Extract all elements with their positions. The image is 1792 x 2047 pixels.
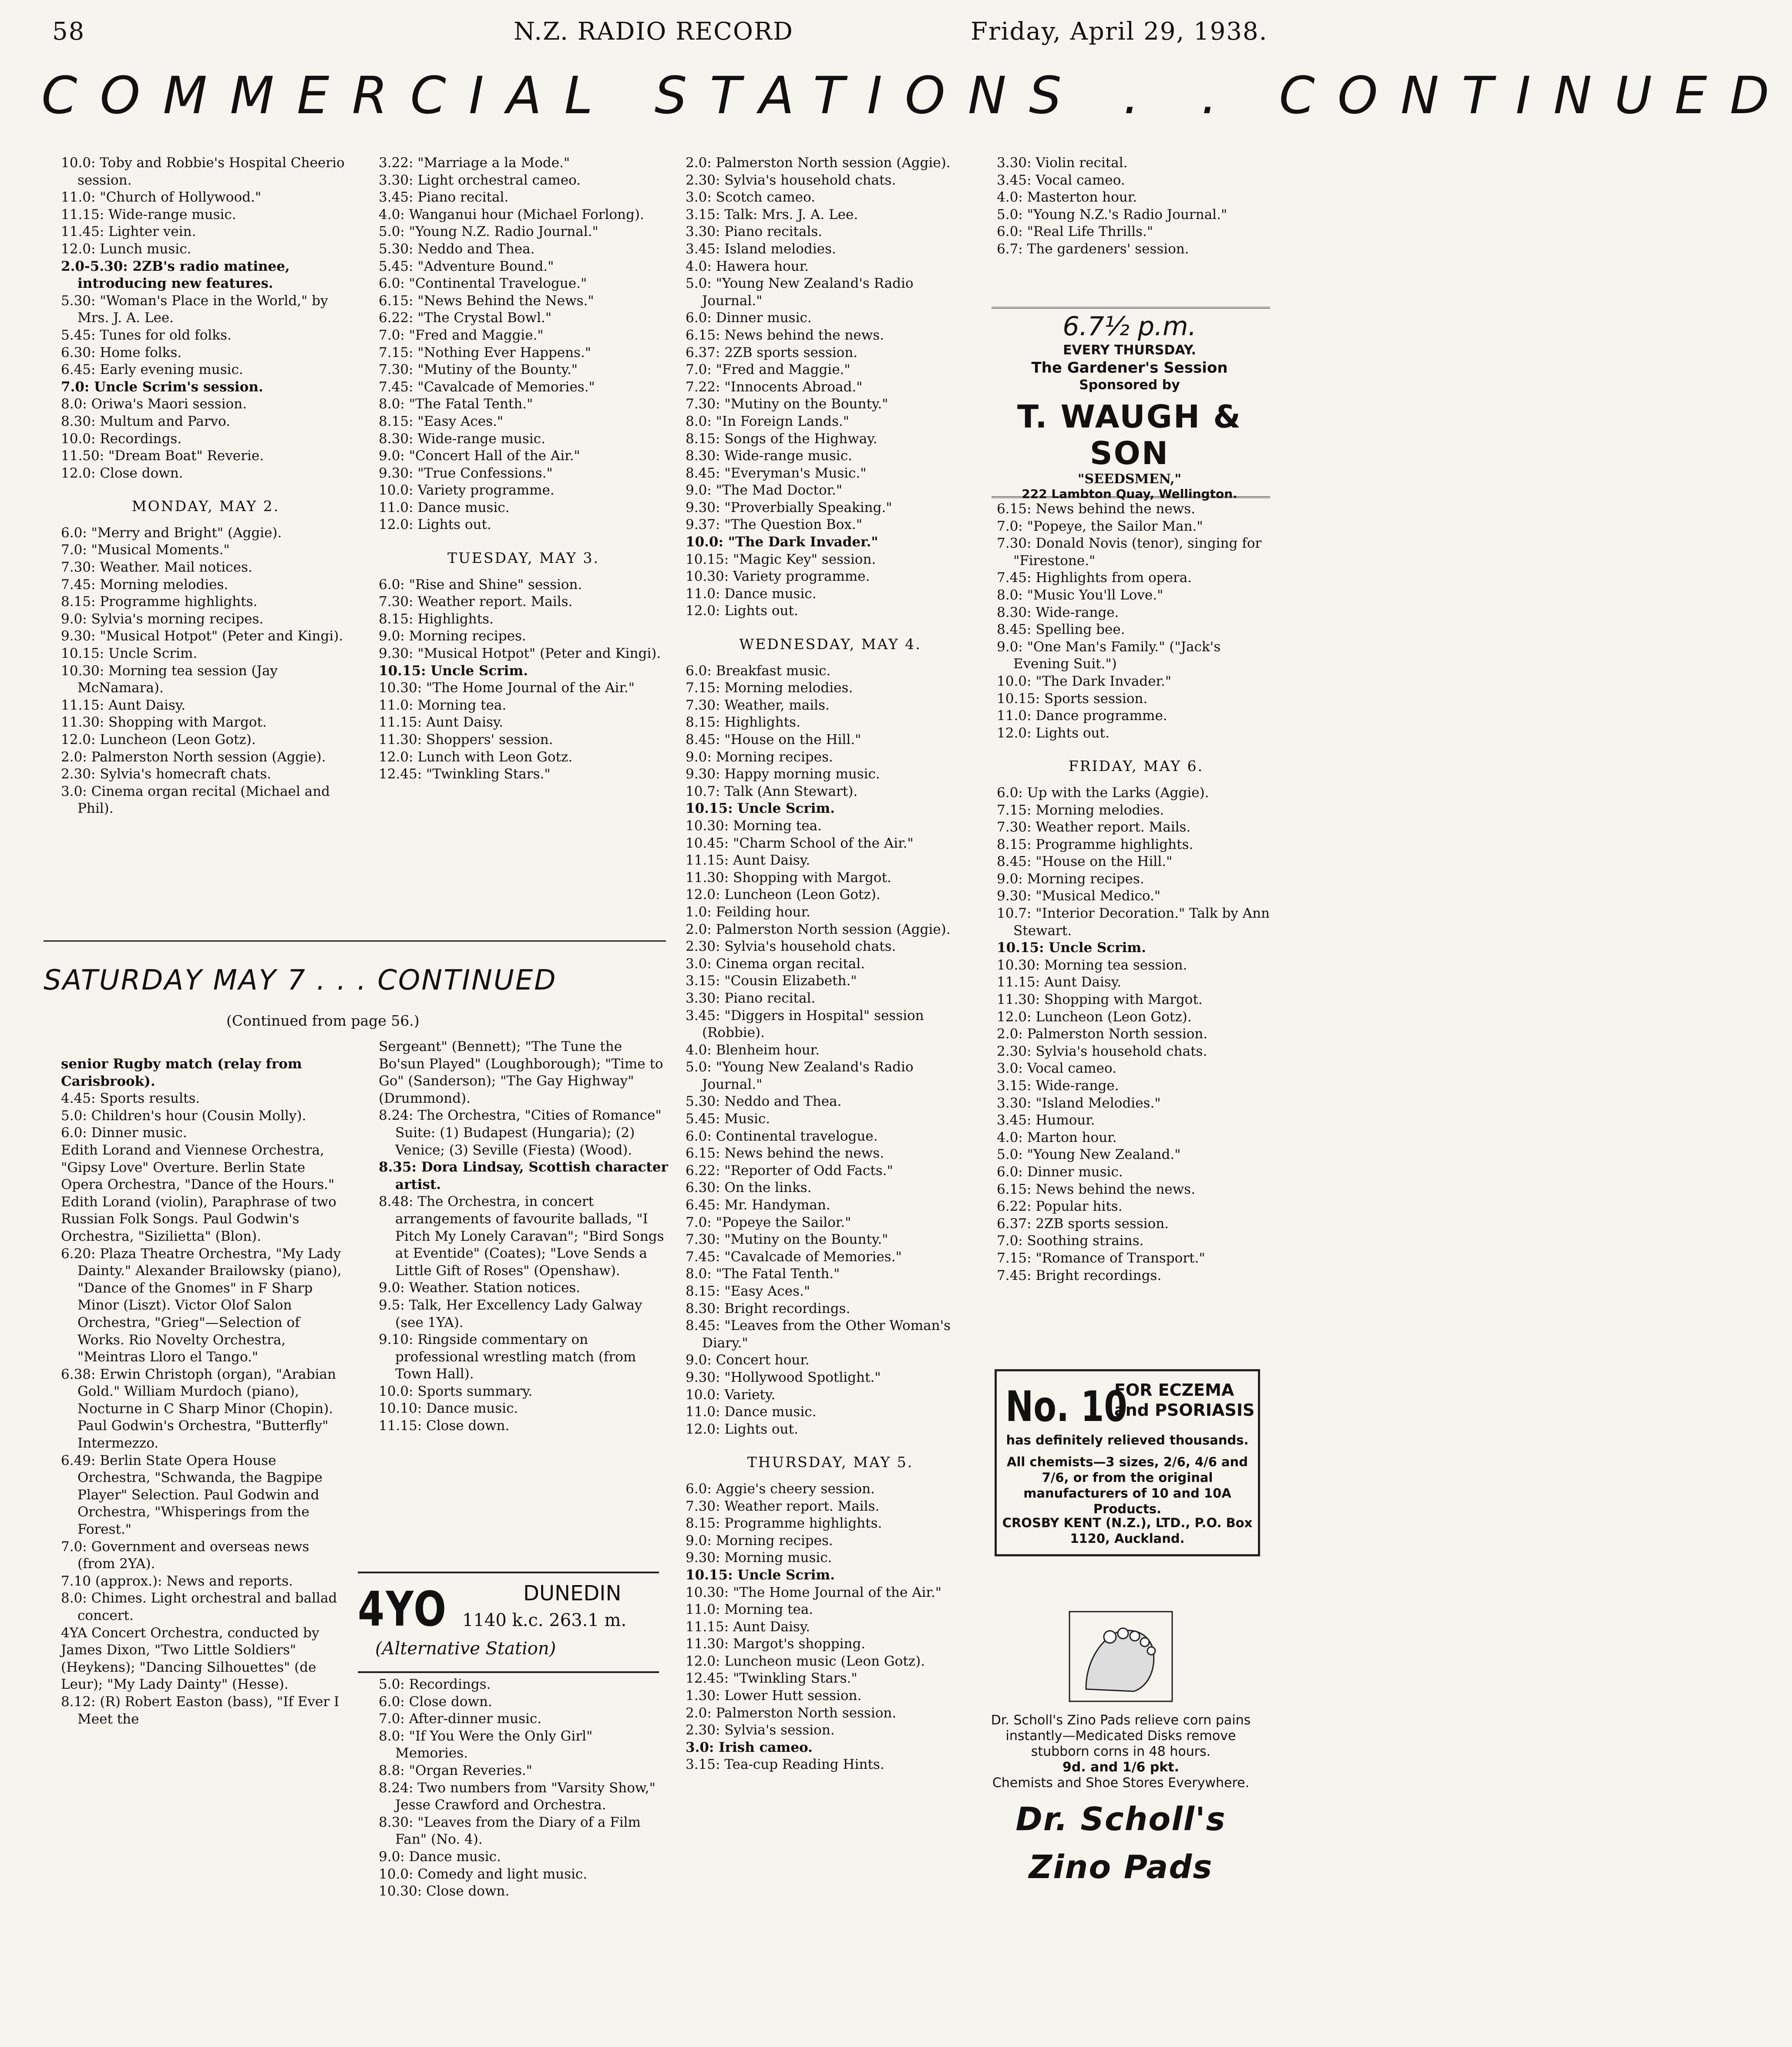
foot-illustration-icon <box>1069 1611 1173 1702</box>
ad-line2: The Gardener's Session <box>1031 359 1228 377</box>
programme-entry: 12.0: Luncheon music (Leon Gotz). <box>686 1653 925 1669</box>
programme-entry: 5.30: Neddo and Thea. <box>686 1094 842 1110</box>
programme-entry: 9.0: "The Mad Doctor." <box>686 482 843 498</box>
publication-title: N.Z. RADIO RECORD <box>514 17 793 46</box>
programme-entry: 6.0: "Continental Travelogue." <box>379 276 587 292</box>
day-heading: TUESDAY, MAY 3. <box>447 549 600 567</box>
programme-entry: 8.24: The Orchestra, "Cities of Romance" Suite: (1) Budapest (Hungaria); (2) Venice; (3) Seville (Fiesta) (Wood). <box>379 1108 666 1158</box>
ad-body: Dr. Scholl's Zino Pads relieve corn pains instantly—Medicated Disks remove stubborn corns in 48 hours. <box>991 1713 1251 1759</box>
programme-entry: 7.30: Weather, mails. <box>686 697 830 713</box>
ad-brand-line1: Dr. Scholl's <box>1015 1801 1226 1838</box>
programme-entry: 3.30: Piano recital. <box>686 990 816 1006</box>
programme-entry: 6.30: Home folks. <box>61 344 182 360</box>
programme-entry: 7.0: "Fred and Maggie." <box>379 327 544 343</box>
programme-entry: 7.30: Donald Novis (tenor), singing for "Firestone." <box>997 535 1266 569</box>
programme-entry: 10.30: Close down. <box>379 1883 510 1899</box>
programme-entry: 10.0: Sports summary. <box>379 1383 533 1399</box>
programme-entry: 12.0: Lunch with Leon Gotz. <box>379 749 573 765</box>
programme-entry: 10.30: Morning tea. <box>686 818 822 834</box>
programme-entry: 10.0: "The Dark Invader." <box>997 673 1172 689</box>
listing-column-4-lower <box>997 501 1275 1284</box>
programme-entry: 1.30: Lower Hutt session. <box>686 1688 862 1704</box>
programme-entry: 2.0: Palmerston North session (Aggie). <box>686 155 951 171</box>
programme-entry: 3.45: Humour. <box>997 1112 1095 1128</box>
station-callsign: 4YO <box>358 1581 448 1637</box>
programme-entry: 8.45: "Everyman's Music." <box>686 465 867 481</box>
ad-time: 6.7½ p.m. <box>1062 311 1197 342</box>
programme-entry: 7.0: "Musical Moments." <box>61 542 230 558</box>
section-rule <box>44 940 666 942</box>
programme-entry: 11.15: Aunt Daisy. <box>379 714 504 731</box>
programme-entry: 9.30: "Musical Hotpot" (Peter and Kingi). <box>379 646 661 662</box>
programme-entry: 2.30: Sylvia's household chats. <box>686 939 896 955</box>
programme-entry: 2.0: Palmerston North session (Aggie). <box>61 749 326 765</box>
programme-entry: 8.45: Spelling bee. <box>997 622 1125 638</box>
programme-entry: 7.45: "Cavalcade of Memories." <box>686 1249 902 1265</box>
programme-entry: 5.45: Tunes for old folks. <box>61 327 232 343</box>
programme-entry: 5.0: "Young N.Z. Radio Journal." <box>379 224 598 240</box>
ad-sponsor: T. WAUGH & SON <box>1017 398 1242 471</box>
day-heading: THURSDAY, MAY 5. <box>747 1454 914 1471</box>
ad-line3: Sponsored by <box>1079 377 1180 393</box>
programme-entry: 10.10: Dance music. <box>379 1401 518 1417</box>
programme-entry: 8.15: Highlights. <box>379 611 494 627</box>
programme-entry: 8.30: Wide-range music. <box>686 448 852 464</box>
programme-entry: 9.30: "Musical Medico." <box>997 888 1161 904</box>
programme-entry: 7.15: Morning melodies. <box>686 680 853 696</box>
ad-divider-bottom <box>992 496 1270 498</box>
programme-entry: 6.22: "The Crystal Bowl." <box>379 310 552 326</box>
programme-entry: 3.15: Talk: Mrs. J. A. Lee. <box>686 206 858 222</box>
programme-entry: 2.30: Sylvia's household chats. <box>997 1043 1207 1059</box>
programme-entry: 6.49: Berlin State Opera House Orchestra, "Schwanda, the Bagpipe Player" Selection. Paul Godwin and Orchestra, "Whisperings from the Forest." <box>61 1452 327 1538</box>
programme-entry: 7.30: Weather report. Mails. <box>379 594 573 610</box>
programme-entry: 6.0: "Rise and Shine" session. <box>379 576 582 593</box>
programme-entry: 12.0: Lights out. <box>686 603 798 619</box>
programme-entry: 2.0: Palmerston North session. <box>997 1026 1208 1042</box>
programme-entry: 9.30: "Hollywood Spotlight." <box>686 1369 881 1385</box>
scholl-ad <box>982 1611 1260 1887</box>
programme-entry: 9.30: "Musical Hotpot" (Peter and Kingi). <box>61 628 343 644</box>
gardener-session-ad <box>995 311 1264 501</box>
programme-entry: 2.0: Palmerston North session (Aggie). <box>686 921 951 937</box>
programme-entry: 7.30: Weather report. Mails. <box>686 1498 880 1514</box>
programme-entry: 9.0: Morning recipes. <box>997 871 1144 887</box>
page-header <box>0 13 1381 57</box>
programme-entry: 6.0: "Real Life Thrills." <box>997 224 1153 240</box>
programme-entry: 8.48: The Orchestra, in concert arrangements of favourite ballads, "I Pitch My Lonely Caravan"; "Bird Songs at Eventide" (Coates); "Love Sends a Little Gift of Roses" (Openshaw). <box>379 1194 669 1279</box>
eczema-ad <box>995 1369 1260 1556</box>
programme-entry: 6.30: On the links. <box>686 1180 812 1196</box>
programme-entry: 6.15: "News Behind the News." <box>379 293 594 309</box>
programme-entry: 10.15: Uncle Scrim. <box>997 940 1146 956</box>
programme-entry: 10.15: Uncle Scrim. <box>61 646 198 662</box>
listing-column-1 <box>61 155 350 818</box>
programme-entry: 9.0: Morning recipes. <box>686 749 833 765</box>
programme-entry: 12.0: Lights out. <box>997 725 1109 741</box>
programme-entry: 12.0: Lights out. <box>379 517 491 533</box>
programme-entry: 10.45: "Charm School of the Air." <box>686 835 914 851</box>
programme-entry: 8.0: Oriwa's Maori session. <box>61 396 247 412</box>
programme-entry: 9.0: Dance music. <box>379 1848 501 1865</box>
day-heading: MONDAY, MAY 2. <box>131 498 280 515</box>
programme-entry: 11.50: "Dream Boat" Reverie. <box>61 448 264 464</box>
programme-entry: 7.0: Soothing strains. <box>997 1233 1144 1249</box>
programme-entry: 11.0: Dance music. <box>379 499 510 515</box>
programme-entry: 5.30: Neddo and Thea. <box>379 241 535 257</box>
programme-entry: 7.30: "Mutiny on the Bounty." <box>686 1232 888 1248</box>
programme-entry: 7.0: Government and overseas news (from 2YA). <box>61 1539 314 1572</box>
ad-product-number: No. 10 <box>1005 1382 1127 1431</box>
programme-entry: 8.12: (R) Robert Easton (bass), "If Ever I Meet the <box>61 1693 344 1727</box>
issue-date: Friday, April 29, 1938. <box>971 17 1268 46</box>
programme-entry: 3.0: Scotch cameo. <box>686 189 816 205</box>
ad-address: 222 Lambton Quay, Wellington. <box>1022 487 1237 501</box>
programme-entry: 6.0: "Merry and Bright" (Aggie). <box>61 525 282 541</box>
listing-column-2 <box>379 155 668 783</box>
programme-entry: 6.20: Plaza Theatre Orchestra, "My Lady Dainty." Alexander Brailowsky (piano), "Dance of the Gnomes" in F Sharp Minor (Liszt). Victor Olof Salon Orchestra, "Grieg"—Selection of Works. Rio Novelty Orchestra, "Meintras Lloro el Tango." <box>61 1246 346 1365</box>
programme-entry: 1.0: Feilding hour. <box>686 904 810 920</box>
programme-entry: 9.0: "One Man's Family." ("Jack's Evening Suit.") <box>997 639 1225 672</box>
programme-entry: 3.30: "Island Melodies." <box>997 1095 1161 1111</box>
programme-entry: 6.15: News behind the news. <box>997 1181 1196 1197</box>
page-number: 58 <box>52 17 85 46</box>
programme-entry: 3.0: Vocal cameo. <box>997 1061 1116 1077</box>
programme-entry: 3.30: Light orchestral cameo. <box>379 172 581 188</box>
programme-entry: 10.7: "Interior Decoration." Talk by Ann Stewart. <box>997 906 1274 939</box>
programme-entry: 10.15: Sports session. <box>997 690 1148 707</box>
programme-entry: 7.0: Uncle Scrim's session. <box>61 379 263 395</box>
programme-entry: 12.0: Luncheon (Leon Gotz). <box>686 887 881 903</box>
programme-entry: 11.30: Margot's shopping. <box>686 1636 866 1652</box>
programme-entry: 3.30: Piano recitals. <box>686 224 823 240</box>
programme-entry: 3.15: Tea-cup Reading Hints. <box>686 1757 884 1773</box>
station-alt-label: (Alternative Station) <box>375 1639 556 1659</box>
programme-entry: 3.45: Island melodies. <box>686 241 836 257</box>
programme-entry: 4.0: Wanganui hour (Michael Forlong). <box>379 206 644 222</box>
programme-entry: 6.37: 2ZB sports session. <box>997 1215 1169 1232</box>
programme-entry: 8.15: Programme highlights. <box>997 836 1194 852</box>
programme-entry: 11.15: Aunt Daisy. <box>686 1619 810 1635</box>
programme-entry: 12.0: Close down. <box>61 465 183 481</box>
programme-entry: 7.0: "Fred and Maggie." <box>686 362 851 378</box>
ad-divider-top <box>992 307 1270 309</box>
station-header-4yo <box>358 1572 659 1673</box>
programme-entry: 8.45: "House on the Hill." <box>997 854 1173 870</box>
ad-tagline: "SEEDSMEN," <box>1077 471 1182 487</box>
programme-entry: 7.15: "Nothing Ever Happens." <box>379 344 592 360</box>
programme-entry: 9.30: "Proverbially Speaking." <box>686 499 892 515</box>
saturday-heading: SATURDAY MAY 7 . . . CONTINUED <box>44 964 557 997</box>
programme-entry: 8.0: "The Fatal Tenth." <box>379 396 533 412</box>
programme-entry: 9.30: Morning music. <box>686 1550 832 1566</box>
programme-entry: 8.35: Dora Lindsay, Scottish character artist. <box>379 1159 673 1192</box>
programme-entry: 7.0: "Popeye the Sailor." <box>686 1214 851 1230</box>
programme-entry: 9.0: Sylvia's morning recipes. <box>61 611 264 627</box>
programme-entry: 11.0: Morning tea. <box>379 697 507 713</box>
programme-entry: 6.15: News behind the news. <box>686 327 884 343</box>
programme-entry: 5.0: "Young New Zealand's Radio Journal." <box>686 276 918 309</box>
programme-entry: 8.15: Songs of the Highway. <box>686 431 878 447</box>
programme-entry: 7.45: "Cavalcade of Memories." <box>379 379 595 395</box>
programme-entry: 10.0: Variety. <box>686 1387 776 1403</box>
programme-entry: 8.0: "The Fatal Tenth." <box>686 1266 840 1282</box>
programme-entry: 10.30: Variety programme. <box>686 569 870 585</box>
programme-entry: 10.0: Toby and Robbie's Hospital Cheerio session. <box>61 155 349 188</box>
programme-entry: 7.45: Morning melodies. <box>61 576 229 593</box>
programme-entry: 10.15: Uncle Scrim. <box>686 1567 835 1583</box>
programme-entry: 11.0: Dance programme. <box>997 708 1167 724</box>
ad-claim: has definitely relieved thousands. <box>1006 1433 1249 1448</box>
programme-entry: Sergeant" (Bennett); "The Tune the Bo'sun Played" (Loughborough); "Time to Go" (Sanderson); "The Gay Highway" (Drummond). <box>379 1039 668 1106</box>
programme-entry: 6.22: "Reporter of Odd Facts." <box>686 1162 893 1178</box>
programme-entry: 5.0: Children's hour (Cousin Molly). <box>61 1108 306 1124</box>
programme-entry: 6.0: Continental travelogue. <box>686 1128 878 1144</box>
programme-entry: 7.45: Bright recordings. <box>997 1267 1162 1283</box>
programme-entry: 8.30: "Leaves from the Diary of a Film Fan" (No. 4). <box>379 1814 645 1848</box>
programme-entry: 6.7: The gardeners' session. <box>997 241 1189 257</box>
programme-entry: 8.30: Bright recordings. <box>686 1300 851 1316</box>
programme-entry: 3.22: "Marriage a la Mode." <box>379 155 570 171</box>
programme-entry: 11.0: Dance music. <box>686 1404 817 1420</box>
programme-entry: 11.30: Shopping with Margot. <box>61 714 267 731</box>
programme-entry: 8.30: Wide-range. <box>997 604 1119 620</box>
programme-entry: 3.0: Cinema organ recital. <box>686 956 865 972</box>
programme-entry: 8.15: "Easy Aces." <box>379 413 504 429</box>
programme-entry: 6.45: Early evening music. <box>61 362 243 378</box>
programme-entry: 10.30: "The Home Journal of the Air." <box>686 1584 941 1600</box>
programme-entry: 11.15: Aunt Daisy. <box>997 974 1122 990</box>
programme-entry: 7.15: Morning melodies. <box>997 802 1164 818</box>
programme-entry: 8.45: "House on the Hill." <box>686 732 861 747</box>
programme-entry: 8.30: Multum and Parvo. <box>61 413 231 429</box>
programme-entry: 8.15: Programme highlights. <box>686 1515 882 1532</box>
programme-entry: senior Rugby match (relay from Carisbrook). <box>61 1056 307 1089</box>
programme-entry: 5.0: Recordings. <box>379 1677 491 1692</box>
ad-maker: CROSBY KENT (N.Z.), LTD., P.O. Box 1120, Auckland. <box>1002 1515 1253 1546</box>
programme-entry: 6.0: Close down. <box>379 1693 492 1710</box>
ad-brand-line2: Zino Pads <box>1029 1848 1213 1886</box>
programme-entry: 10.30: Morning tea session. <box>997 957 1187 973</box>
programme-entry: 8.8: "Organ Reveries." <box>379 1762 532 1778</box>
programme-entry: 5.0: "Young New Zealand's Radio Journal." <box>686 1059 918 1092</box>
ad-for-label: FOR ECZEMA and PSORIASIS <box>1114 1380 1255 1420</box>
programme-entry: 6.45: Mr. Handyman. <box>686 1197 830 1213</box>
continued-note: (Continued from page 56.) <box>226 1012 420 1029</box>
programme-entry: 9.37: "The Question Box." <box>686 517 862 533</box>
programme-entry: 9.0: Concert hour. <box>686 1352 810 1368</box>
programme-entry: 6.0: Dinner music. <box>61 1125 187 1141</box>
programme-entry: 3.30: Violin recital. <box>997 155 1128 171</box>
programme-entry: 10.7: Talk (Ann Stewart). <box>686 783 858 799</box>
programme-entry: 8.45: "Leaves from the Other Woman's Diary." <box>686 1318 955 1351</box>
programme-entry: 9.0: Morning recipes. <box>686 1532 833 1549</box>
programme-entry: 6.37: 2ZB sports session. <box>686 344 858 360</box>
programme-entry: 2.30: Sylvia's session. <box>686 1722 835 1738</box>
programme-entry: 4.0: Masterton hour. <box>997 189 1137 205</box>
programme-entry: 8.15: "Easy Aces." <box>686 1283 810 1299</box>
programme-entry: 6.0: Dinner music. <box>997 1164 1123 1180</box>
programme-entry: 3.45: Piano recital. <box>379 189 509 205</box>
programme-entry: 9.30: "True Confessions." <box>379 465 553 481</box>
programme-entry: 11.30: Shoppers' session. <box>379 732 553 747</box>
programme-entry: 8.0: "In Foreign Lands." <box>686 413 850 429</box>
programme-entry: 10.0: Variety programme. <box>379 482 555 498</box>
programme-entry: 5.0: "Young New Zealand." <box>997 1147 1181 1163</box>
programme-entry: 10.30: "The Home Journal of the Air." <box>379 680 635 696</box>
programme-entry: 7.30: Weather report. Mails. <box>997 819 1191 835</box>
programme-entry: 6.15: News behind the news. <box>686 1145 884 1162</box>
programme-entry: 2.30: Sylvia's household chats. <box>686 172 896 188</box>
programme-entry: 9.0: Morning recipes. <box>379 628 526 644</box>
programme-entry: 11.15: Aunt Daisy. <box>61 697 186 713</box>
programme-entry: 9.10: Ringside commentary on professional wrestling match (from Town Hall). <box>379 1332 641 1382</box>
programme-entry: 9.0: Weather. Station notices. <box>379 1280 581 1296</box>
station-city: DUNEDIN <box>523 1581 622 1606</box>
programme-entry: 6.0: Aggie's cheery session. <box>686 1481 875 1497</box>
programme-entry: 11.0: "Church of Hollywood." <box>61 189 262 205</box>
programme-entry: 6.15: News behind the news. <box>997 501 1196 517</box>
programme-entry: 11.15: Close down. <box>379 1418 510 1434</box>
programme-entry: 5.0: "Young N.Z.'s Radio Journal." <box>997 206 1227 222</box>
programme-entry: 2.0: Palmerston North session. <box>686 1705 897 1721</box>
saturday-column-1 <box>61 1056 350 1728</box>
programme-entry: 3.0: Irish cameo. <box>686 1739 813 1755</box>
programme-entry: 11.0: Morning tea. <box>686 1602 814 1618</box>
programme-entry: 5.45: Music. <box>686 1111 770 1127</box>
programme-entry: 5.30: "Woman's Place in the World," by Mrs. J. A. Lee. <box>61 293 333 326</box>
programme-entry: 4.0: Hawera hour. <box>686 258 809 274</box>
programme-entry: 12.45: "Twinkling Stars." <box>379 766 551 782</box>
programme-entry: 7.15: "Romance of Transport." <box>997 1250 1205 1266</box>
programme-entry: 3.45: "Diggers in Hospital" session (Robbie). <box>686 1007 928 1041</box>
programme-entry: 6.0: Dinner music. <box>686 310 812 326</box>
programme-entry: 9.5: Talk, Her Excellency Lady Galway (see 1YA). <box>379 1297 647 1330</box>
programme-entry: 8.0: "If You Were the Only Girl" Memories. <box>379 1728 597 1761</box>
programme-entry: 9.0: "Concert Hall of the Air." <box>379 448 580 464</box>
programme-entry: 2.0-5.30: 2ZB's radio matinee, introducing new features. <box>61 258 295 292</box>
programme-entry: 6.38: Erwin Christoph (organ), "Arabian Gold." William Murdoch (piano), Nocturne in C Sharp Minor (Chopin). Paul Godwin's Orchestra, "Butterfly" Intermezzo. <box>61 1366 340 1451</box>
programme-entry: 12.0: Lights out. <box>686 1421 798 1437</box>
programme-entry: 7.0: After-dinner music. <box>379 1711 542 1727</box>
programme-entry: 12.0: Luncheon (Leon Gotz). <box>61 732 256 747</box>
programme-entry: 11.30: Shopping with Margot. <box>686 869 891 885</box>
programme-entry: 11.45: Lighter vein. <box>61 224 196 240</box>
programme-entry: 8.0: "Music You'll Love." <box>997 587 1163 603</box>
programme-entry: 11.0: Dance music. <box>686 586 817 602</box>
programme-entry: 10.0: "The Dark Invader." <box>686 534 878 550</box>
station-4yo-listing <box>379 1676 668 1900</box>
ad-prices: All chemists—3 sizes, 2/6, 4/6 and 7/6, or from the original manufacturers of 10 and 10A Products. <box>1007 1454 1248 1516</box>
programme-entry: 10.30: Morning tea session (Jay McNamara). <box>61 663 282 696</box>
programme-entry: 8.15: Highlights. <box>686 714 800 731</box>
section-banner: COMMERCIAL STATIONS . . CONTINUED <box>41 65 1792 125</box>
programme-entry: 11.30: Shopping with Margot. <box>997 992 1203 1008</box>
programme-entry: Edith Lorand and Viennese Orchestra, "Gipsy Love" Overture. Berlin State Opera Orchestra, "Dance of the Hours." Edith Lorand (violin), Paraphrase of two Russian Folk Songs. Paul Godwin's Orchestra, "Sizilietta" (Blon). <box>61 1142 341 1244</box>
programme-entry: 7.30: "Mutiny of the Bounty." <box>379 362 578 378</box>
programme-entry: 2.30: Sylvia's homecraft chats. <box>61 766 272 782</box>
programme-entry: 10.15: Uncle Scrim. <box>686 801 835 817</box>
programme-entry: 4.0: Marton hour. <box>997 1129 1117 1145</box>
programme-entry: 7.30: Weather. Mail notices. <box>61 559 252 576</box>
programme-entry: 4YA Concert Orchestra, conducted by James Dixon, "Two Little Soldiers" (Heykens); "Dancing Silhouettes" (de Leur); "My Lady Dainty" (Hesse). <box>61 1625 324 1693</box>
programme-entry: 3.0: Cinema organ recital (Michael and Phil). <box>61 783 334 817</box>
ad-stores: Chemists and Shoe Stores Everywhere. <box>992 1775 1250 1791</box>
programme-entry: 7.30: "Mutiny on the Bounty." <box>686 396 888 412</box>
programme-entry: 7.22: "Innocents Abroad." <box>686 379 863 395</box>
programme-entry: 12.0: Luncheon (Leon Gotz). <box>997 1009 1192 1025</box>
programme-entry: 3.15: Wide-range. <box>997 1078 1119 1094</box>
programme-entry: 3.15: "Cousin Elizabeth." <box>686 973 857 989</box>
listing-column-3 <box>686 155 975 1774</box>
ad-line1: EVERY THURSDAY. <box>1063 343 1196 358</box>
station-frequency: 1140 k.c. 263.1 m. <box>462 1610 627 1630</box>
programme-entry: 6.0: Breakfast music. <box>686 663 831 679</box>
programme-entry: 7.10 (approx.): News and reports. <box>61 1573 293 1589</box>
programme-entry: 10.0: Comedy and light music. <box>379 1866 588 1882</box>
programme-entry: 8.0: Chimes. Light orchestral and ballad concert. <box>61 1590 342 1623</box>
programme-entry: 6.22: Popular hits. <box>997 1199 1123 1215</box>
programme-entry: 5.45: "Adventure Bound." <box>379 258 554 274</box>
programme-entry: 9.30: Happy morning music. <box>686 766 880 782</box>
programme-entry: 7.0: "Popeye, the Sailor Man." <box>997 518 1203 534</box>
programme-entry: 10.15: Uncle Scrim. <box>379 663 528 679</box>
programme-entry: 4.45: Sports results. <box>61 1091 200 1107</box>
programme-entry: 12.0: Lunch music. <box>61 241 192 257</box>
programme-entry: 12.45: "Twinkling Stars." <box>686 1670 857 1687</box>
programme-entry: 10.0: Recordings. <box>61 431 182 447</box>
programme-entry: 8.24: Two numbers from "Varsity Show," Jesse Crawford and Orchestra. <box>379 1780 660 1813</box>
programme-entry: 8.30: Wide-range music. <box>379 431 545 447</box>
day-heading: WEDNESDAY, MAY 4. <box>739 636 921 653</box>
programme-entry: 4.0: Blenheim hour. <box>686 1042 820 1058</box>
ad-price: 9d. and 1/6 pkt. <box>1062 1760 1180 1775</box>
programme-entry: 11.15: Wide-range music. <box>61 206 236 222</box>
programme-entry: 8.15: Programme highlights. <box>61 594 258 610</box>
day-heading: FRIDAY, MAY 6. <box>1068 758 1204 775</box>
programme-entry: 3.45: Vocal cameo. <box>997 172 1125 188</box>
programme-entry: 10.15: "Magic Key" session. <box>686 551 876 567</box>
saturday-column-2 <box>379 1038 673 1435</box>
listing-column-4-top <box>997 155 1275 258</box>
programme-entry: 7.45: Highlights from opera. <box>997 570 1192 586</box>
programme-entry: 11.15: Aunt Daisy. <box>686 852 810 869</box>
programme-entry: 6.0: Up with the Larks (Aggie). <box>997 784 1209 801</box>
